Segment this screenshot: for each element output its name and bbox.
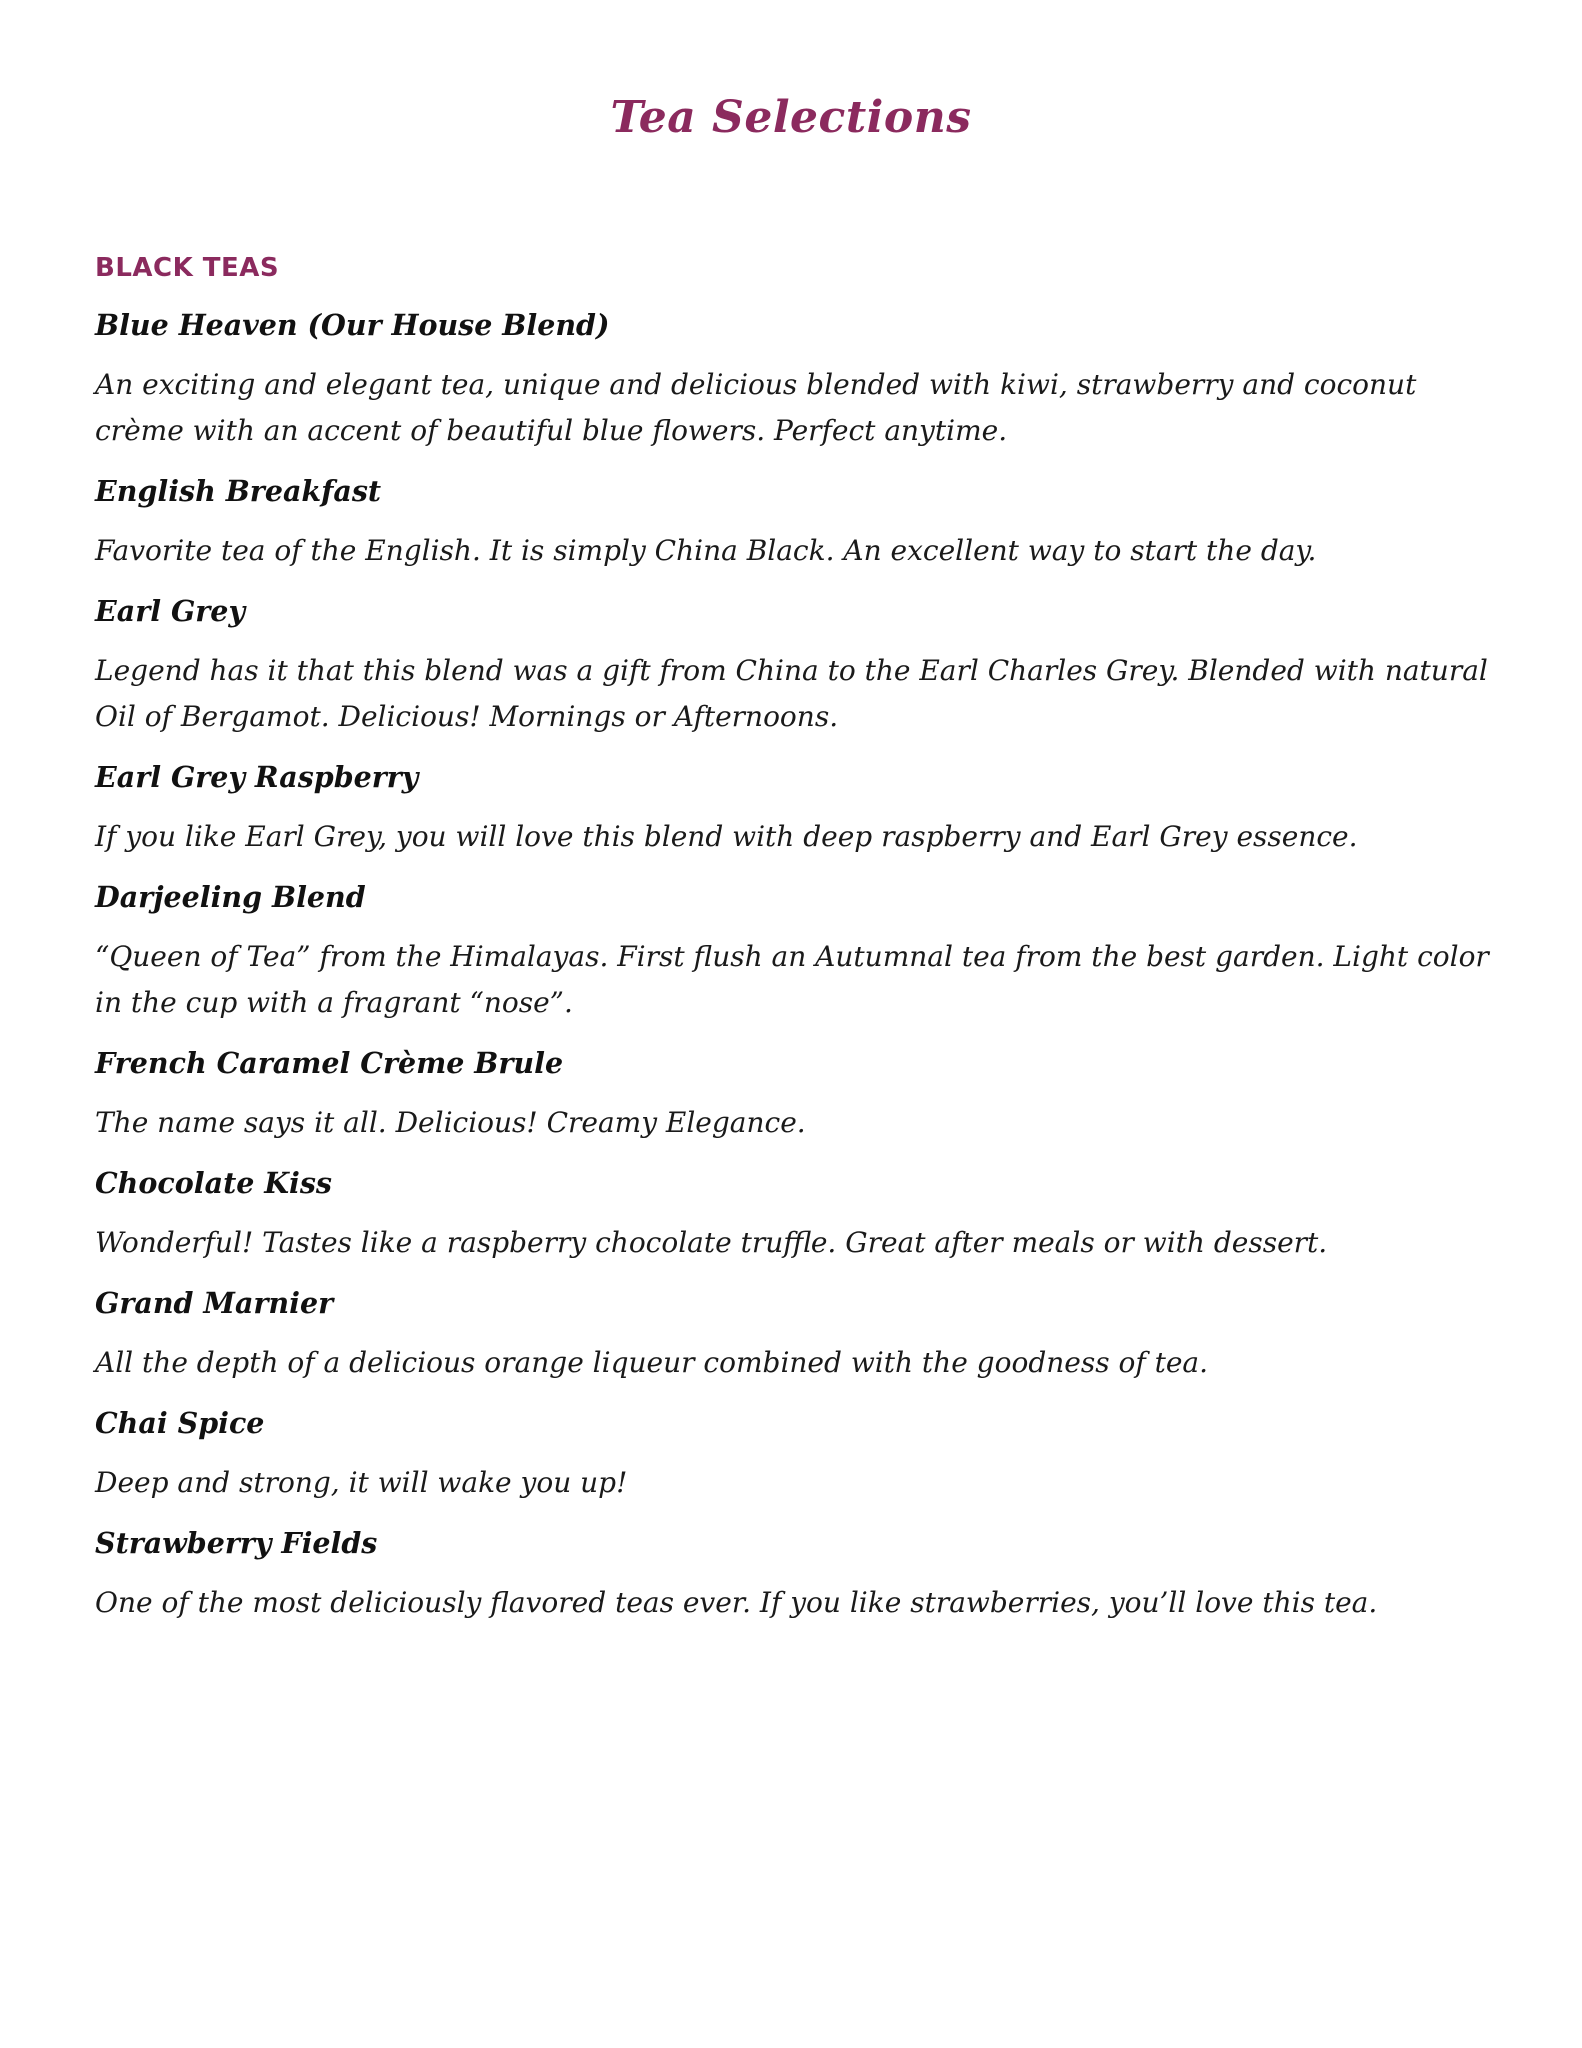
tea-description: One of the most deliciously flavored teas ever. If you like strawberries, you’ll love this tea. — [95, 1586, 1378, 1619]
tea-list — [95, 248, 1505, 1640]
tea-description: If you like Earl Grey, you will love this blend with deep raspberry and Earl Grey essence. — [95, 820, 1358, 853]
tea-name: Strawberry Fields — [95, 1526, 378, 1560]
tea-description: “Queen of Tea” from the Himalayas. First flush an Autumnal tea from the best garden. Light color in the cup with a fragrant “nose”. — [95, 940, 1489, 1019]
tea-description: Favorite tea of the English. It is simply China Black. An excellent way to start the day. — [95, 534, 1317, 567]
tea-description: The name says it all. Delicious! Creamy Elegance. — [95, 1106, 806, 1139]
page-title: Tea Selections — [610, 92, 972, 143]
tea-name: Earl Grey — [95, 594, 246, 628]
section-heading: BLACK TEAS — [95, 253, 280, 283]
tea-description: An exciting and elegant tea, unique and delicious blended with kiwi, strawberry and coconut crème with an accent of beautiful blue flowers. Perfect anytime. — [95, 368, 1417, 447]
tea-name: French Caramel Crème Brule — [95, 1046, 564, 1080]
tea-description: Deep and strong, it will wake you up! — [95, 1466, 628, 1499]
tea-name: Grand Marnier — [95, 1286, 334, 1320]
tea-description: All the depth of a delicious orange liqueur combined with the goodness of tea. — [95, 1346, 1209, 1379]
tea-name: English Breakfast — [95, 474, 382, 508]
tea-description: Wonderful! Tastes like a raspberry chocolate truffle. Great after meals or with dessert. — [95, 1226, 1328, 1259]
tea-description: Legend has it that this blend was a gift from China to the Earl Charles Grey. Blended with natural Oil of Bergamot. Delicious! Mornings or Afternoons. — [95, 654, 1488, 733]
tea-name: Earl Grey Raspberry — [95, 760, 419, 794]
tea-name: Blue Heaven (Our House Blend) — [95, 308, 610, 342]
tea-name: Darjeeling Blend — [95, 880, 366, 914]
tea-name: Chocolate Kiss — [95, 1166, 332, 1200]
tea-name: Chai Spice — [95, 1406, 265, 1440]
